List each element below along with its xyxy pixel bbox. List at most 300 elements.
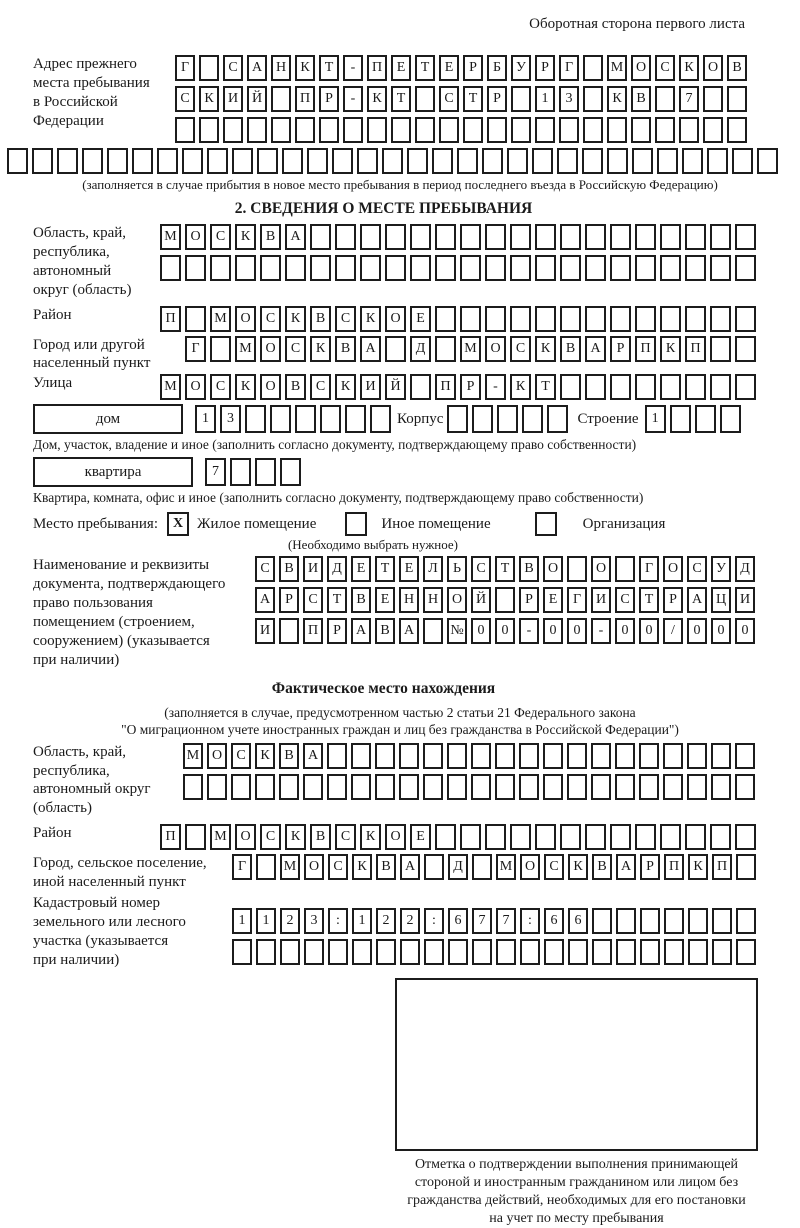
char-cell[interactable] <box>107 148 128 174</box>
char-cell[interactable] <box>295 117 315 143</box>
char-cell[interactable] <box>497 405 518 433</box>
char-cell[interactable]: Т <box>391 86 411 112</box>
char-cell[interactable] <box>616 908 636 934</box>
char-cell[interactable]: К <box>285 824 306 850</box>
char-cell[interactable] <box>485 255 506 281</box>
char-cell[interactable] <box>547 405 568 433</box>
char-cell[interactable]: Е <box>375 587 395 613</box>
char-cell[interactable] <box>736 939 756 965</box>
char-cell[interactable] <box>460 824 481 850</box>
char-cell[interactable] <box>410 224 431 250</box>
char-cell[interactable]: Н <box>423 587 443 613</box>
char-cell[interactable]: К <box>255 743 275 769</box>
char-cell[interactable] <box>310 224 331 250</box>
char-cell[interactable] <box>560 374 581 400</box>
char-cell[interactable] <box>415 86 435 112</box>
char-cell[interactable]: / <box>663 618 683 644</box>
char-cell[interactable]: - <box>519 618 539 644</box>
char-cell[interactable]: В <box>376 854 396 880</box>
char-cell[interactable] <box>235 255 256 281</box>
char-cell[interactable] <box>271 86 291 112</box>
char-cell[interactable]: 6 <box>568 908 588 934</box>
char-cell[interactable] <box>710 374 731 400</box>
char-cell[interactable] <box>535 224 556 250</box>
char-cell[interactable]: Т <box>415 55 435 81</box>
char-cell[interactable] <box>295 405 316 433</box>
char-cell[interactable] <box>710 255 731 281</box>
char-cell[interactable] <box>472 405 493 433</box>
char-cell[interactable]: К <box>199 86 219 112</box>
char-cell[interactable]: О <box>207 743 227 769</box>
char-cell[interactable] <box>280 939 300 965</box>
char-cell[interactable]: В <box>260 224 281 250</box>
char-cell[interactable] <box>375 774 395 800</box>
char-cell[interactable]: : <box>424 908 444 934</box>
char-cell[interactable]: Т <box>535 374 556 400</box>
char-cell[interactable] <box>660 224 681 250</box>
char-cell[interactable] <box>535 117 555 143</box>
char-cell[interactable]: С <box>303 587 323 613</box>
char-cell[interactable]: М <box>160 374 181 400</box>
char-cell[interactable] <box>710 224 731 250</box>
char-cell[interactable]: К <box>367 86 387 112</box>
char-cell[interactable] <box>160 255 181 281</box>
char-cell[interactable] <box>385 224 406 250</box>
char-cell[interactable]: Н <box>271 55 291 81</box>
char-cell[interactable] <box>320 405 341 433</box>
char-cell[interactable] <box>660 824 681 850</box>
char-cell[interactable]: С <box>255 556 275 582</box>
char-cell[interactable] <box>351 774 371 800</box>
char-cell[interactable]: Д <box>448 854 468 880</box>
char-cell[interactable]: Ь <box>447 556 467 582</box>
char-cell[interactable] <box>567 774 587 800</box>
char-cell[interactable]: 2 <box>280 908 300 934</box>
char-cell[interactable]: Е <box>543 587 563 613</box>
char-cell[interactable]: 3 <box>304 908 324 934</box>
char-cell[interactable] <box>663 774 683 800</box>
char-cell[interactable] <box>256 939 276 965</box>
char-cell[interactable] <box>735 255 756 281</box>
char-cell[interactable] <box>585 374 606 400</box>
char-cell[interactable]: Б <box>487 55 507 81</box>
char-cell[interactable] <box>664 939 684 965</box>
char-cell[interactable]: Ц <box>711 587 731 613</box>
char-cell[interactable]: Е <box>439 55 459 81</box>
char-cell[interactable] <box>615 743 635 769</box>
char-cell[interactable]: Р <box>663 587 683 613</box>
char-cell[interactable]: П <box>160 824 181 850</box>
char-cell[interactable] <box>424 939 444 965</box>
char-cell[interactable] <box>727 117 747 143</box>
char-cell[interactable] <box>335 224 356 250</box>
char-cell[interactable]: Е <box>410 824 431 850</box>
char-cell[interactable]: Т <box>463 86 483 112</box>
char-cell[interactable]: И <box>360 374 381 400</box>
char-cell[interactable] <box>232 148 253 174</box>
char-cell[interactable] <box>610 824 631 850</box>
char-cell[interactable]: 7 <box>205 458 226 486</box>
char-cell[interactable]: А <box>399 618 419 644</box>
char-cell[interactable] <box>285 255 306 281</box>
char-cell[interactable]: С <box>285 336 306 362</box>
char-cell[interactable]: А <box>687 587 707 613</box>
char-cell[interactable] <box>471 774 491 800</box>
char-cell[interactable]: Р <box>463 55 483 81</box>
char-cell[interactable] <box>495 587 515 613</box>
char-cell[interactable]: С <box>335 824 356 850</box>
char-cell[interactable]: А <box>303 743 323 769</box>
char-cell[interactable]: Р <box>327 618 347 644</box>
char-cell[interactable] <box>712 908 732 934</box>
char-cell[interactable]: Г <box>185 336 206 362</box>
char-cell[interactable]: О <box>703 55 723 81</box>
char-cell[interactable] <box>231 774 251 800</box>
char-cell[interactable] <box>687 774 707 800</box>
char-cell[interactable] <box>435 336 456 362</box>
char-cell[interactable]: Р <box>610 336 631 362</box>
char-cell[interactable] <box>487 117 507 143</box>
char-cell[interactable]: Е <box>410 306 431 332</box>
char-cell[interactable] <box>257 148 278 174</box>
char-cell[interactable]: М <box>210 824 231 850</box>
char-cell[interactable]: В <box>279 743 299 769</box>
char-cell[interactable]: Т <box>639 587 659 613</box>
char-cell[interactable] <box>183 774 203 800</box>
char-cell[interactable]: С <box>439 86 459 112</box>
char-cell[interactable] <box>560 255 581 281</box>
char-cell[interactable]: 0 <box>615 618 635 644</box>
char-cell[interactable] <box>457 148 478 174</box>
char-cell[interactable] <box>327 743 347 769</box>
char-cell[interactable] <box>352 939 372 965</box>
char-cell[interactable] <box>375 743 395 769</box>
char-cell[interactable]: Р <box>319 86 339 112</box>
char-cell[interactable] <box>279 774 299 800</box>
char-cell[interactable] <box>435 306 456 332</box>
char-cell[interactable] <box>485 306 506 332</box>
char-cell[interactable]: С <box>223 55 243 81</box>
char-cell[interactable] <box>707 148 728 174</box>
char-cell[interactable] <box>485 824 506 850</box>
char-cell[interactable] <box>415 117 435 143</box>
char-cell[interactable] <box>655 117 675 143</box>
char-cell[interactable]: И <box>223 86 243 112</box>
char-cell[interactable] <box>435 255 456 281</box>
char-cell[interactable] <box>382 148 403 174</box>
char-cell[interactable] <box>511 117 531 143</box>
char-cell[interactable] <box>357 148 378 174</box>
char-cell[interactable] <box>260 255 281 281</box>
char-cell[interactable]: 0 <box>471 618 491 644</box>
char-cell[interactable]: У <box>711 556 731 582</box>
char-cell[interactable]: А <box>351 618 371 644</box>
char-cell[interactable]: К <box>679 55 699 81</box>
char-cell[interactable] <box>510 255 531 281</box>
char-cell[interactable]: 1 <box>535 86 555 112</box>
char-cell[interactable] <box>495 774 515 800</box>
char-cell[interactable] <box>328 939 348 965</box>
char-cell[interactable] <box>660 255 681 281</box>
char-cell[interactable]: С <box>687 556 707 582</box>
char-cell[interactable]: О <box>520 854 540 880</box>
char-cell[interactable] <box>435 224 456 250</box>
char-cell[interactable] <box>560 306 581 332</box>
char-cell[interactable] <box>423 743 443 769</box>
char-cell[interactable] <box>610 374 631 400</box>
char-cell[interactable]: Р <box>460 374 481 400</box>
char-cell[interactable]: А <box>585 336 606 362</box>
char-cell[interactable] <box>535 824 556 850</box>
char-cell[interactable]: А <box>285 224 306 250</box>
char-cell[interactable]: Г <box>175 55 195 81</box>
char-cell[interactable]: Р <box>640 854 660 880</box>
char-cell[interactable]: № <box>447 618 467 644</box>
char-cell[interactable]: П <box>303 618 323 644</box>
char-cell[interactable] <box>439 117 459 143</box>
char-cell[interactable] <box>685 374 706 400</box>
char-cell[interactable] <box>522 405 543 433</box>
char-cell[interactable]: К <box>295 55 315 81</box>
char-cell[interactable]: К <box>510 374 531 400</box>
char-cell[interactable] <box>7 148 28 174</box>
char-cell[interactable]: О <box>235 306 256 332</box>
char-cell[interactable] <box>448 939 468 965</box>
char-cell[interactable]: В <box>279 556 299 582</box>
char-cell[interactable] <box>232 939 252 965</box>
char-cell[interactable]: Е <box>351 556 371 582</box>
char-cell[interactable]: 0 <box>711 618 731 644</box>
char-cell[interactable]: И <box>591 587 611 613</box>
char-cell[interactable] <box>495 743 515 769</box>
char-cell[interactable]: 1 <box>256 908 276 934</box>
char-cell[interactable] <box>639 743 659 769</box>
char-cell[interactable]: К <box>285 306 306 332</box>
char-cell[interactable] <box>410 374 431 400</box>
char-cell[interactable] <box>567 743 587 769</box>
char-cell[interactable] <box>568 939 588 965</box>
char-cell[interactable]: - <box>343 86 363 112</box>
char-cell[interactable] <box>757 148 778 174</box>
char-cell[interactable]: К <box>310 336 331 362</box>
char-cell[interactable]: 3 <box>559 86 579 112</box>
char-cell[interactable]: И <box>255 618 275 644</box>
char-cell[interactable] <box>735 306 756 332</box>
char-cell[interactable]: А <box>360 336 381 362</box>
char-cell[interactable] <box>592 939 612 965</box>
char-cell[interactable] <box>655 86 675 112</box>
char-cell[interactable]: 0 <box>567 618 587 644</box>
char-cell[interactable] <box>280 458 301 486</box>
char-cell[interactable] <box>607 148 628 174</box>
char-cell[interactable] <box>543 774 563 800</box>
char-cell[interactable] <box>591 743 611 769</box>
char-cell[interactable]: 0 <box>735 618 755 644</box>
char-cell[interactable]: К <box>660 336 681 362</box>
char-cell[interactable]: О <box>631 55 651 81</box>
char-cell[interactable] <box>735 336 756 362</box>
char-cell[interactable] <box>610 255 631 281</box>
char-cell[interactable] <box>245 405 266 433</box>
char-cell[interactable] <box>399 743 419 769</box>
char-cell[interactable]: Р <box>519 587 539 613</box>
char-cell[interactable] <box>132 148 153 174</box>
char-cell[interactable]: Й <box>247 86 267 112</box>
char-cell[interactable] <box>185 255 206 281</box>
char-cell[interactable] <box>535 306 556 332</box>
char-cell[interactable] <box>399 774 419 800</box>
char-cell[interactable] <box>664 908 684 934</box>
char-cell[interactable] <box>185 306 206 332</box>
char-cell[interactable] <box>82 148 103 174</box>
char-cell[interactable] <box>583 86 603 112</box>
char-cell[interactable]: В <box>519 556 539 582</box>
char-cell[interactable]: С <box>510 336 531 362</box>
char-cell[interactable] <box>472 854 492 880</box>
char-cell[interactable]: М <box>183 743 203 769</box>
char-cell[interactable] <box>182 148 203 174</box>
char-cell[interactable]: О <box>485 336 506 362</box>
char-cell[interactable]: Й <box>471 587 491 613</box>
char-cell[interactable] <box>157 148 178 174</box>
char-cell[interactable] <box>460 224 481 250</box>
char-cell[interactable] <box>210 255 231 281</box>
char-cell[interactable] <box>657 148 678 174</box>
char-cell[interactable]: : <box>328 908 348 934</box>
char-cell[interactable] <box>631 117 651 143</box>
char-cell[interactable]: А <box>255 587 275 613</box>
char-cell[interactable]: С <box>175 86 195 112</box>
char-cell[interactable]: Л <box>423 556 443 582</box>
char-cell[interactable]: - <box>591 618 611 644</box>
char-cell[interactable] <box>471 743 491 769</box>
char-cell[interactable] <box>511 86 531 112</box>
char-cell[interactable] <box>370 405 391 433</box>
char-cell[interactable]: Г <box>567 587 587 613</box>
char-cell[interactable]: С <box>210 374 231 400</box>
char-cell[interactable] <box>345 405 366 433</box>
char-cell[interactable]: Г <box>559 55 579 81</box>
char-cell[interactable]: С <box>260 306 281 332</box>
char-cell[interactable]: Н <box>399 587 419 613</box>
char-cell[interactable] <box>685 824 706 850</box>
char-cell[interactable] <box>685 306 706 332</box>
char-cell[interactable] <box>282 148 303 174</box>
char-cell[interactable] <box>223 117 243 143</box>
char-cell[interactable]: Й <box>385 374 406 400</box>
char-cell[interactable]: Т <box>327 587 347 613</box>
char-cell[interactable]: 0 <box>543 618 563 644</box>
char-cell[interactable] <box>639 774 659 800</box>
char-cell[interactable] <box>560 824 581 850</box>
char-cell[interactable] <box>735 743 755 769</box>
char-cell[interactable] <box>343 117 363 143</box>
char-cell[interactable] <box>688 939 708 965</box>
char-cell[interactable] <box>703 117 723 143</box>
char-cell[interactable]: Т <box>495 556 515 582</box>
char-cell[interactable]: С <box>328 854 348 880</box>
char-cell[interactable] <box>255 774 275 800</box>
char-cell[interactable]: 3 <box>220 405 241 433</box>
char-cell[interactable] <box>175 117 195 143</box>
char-cell[interactable] <box>207 774 227 800</box>
char-cell[interactable]: С <box>310 374 331 400</box>
char-cell[interactable]: М <box>607 55 627 81</box>
char-cell[interactable] <box>711 774 731 800</box>
char-cell[interactable] <box>688 908 708 934</box>
char-cell[interactable] <box>423 618 443 644</box>
char-cell[interactable] <box>510 306 531 332</box>
char-cell[interactable] <box>447 405 468 433</box>
char-cell[interactable] <box>463 117 483 143</box>
char-cell[interactable]: О <box>385 824 406 850</box>
char-cell[interactable]: О <box>185 374 206 400</box>
char-cell[interactable] <box>351 743 371 769</box>
char-cell[interactable] <box>519 774 539 800</box>
char-cell[interactable]: В <box>560 336 581 362</box>
char-cell[interactable] <box>332 148 353 174</box>
char-cell[interactable]: М <box>210 306 231 332</box>
char-cell[interactable]: В <box>285 374 306 400</box>
char-cell[interactable]: О <box>260 336 281 362</box>
char-cell[interactable] <box>632 148 653 174</box>
char-cell[interactable]: О <box>663 556 683 582</box>
char-cell[interactable] <box>256 854 276 880</box>
char-cell[interactable] <box>635 374 656 400</box>
char-cell[interactable]: С <box>231 743 251 769</box>
char-cell[interactable] <box>410 255 431 281</box>
char-cell[interactable] <box>424 854 444 880</box>
char-cell[interactable] <box>616 939 636 965</box>
char-cell[interactable] <box>610 306 631 332</box>
char-cell[interactable]: 6 <box>544 908 564 934</box>
char-cell[interactable]: - <box>343 55 363 81</box>
char-cell[interactable] <box>447 774 467 800</box>
char-cell[interactable] <box>376 939 396 965</box>
char-cell[interactable] <box>199 117 219 143</box>
char-cell[interactable] <box>510 824 531 850</box>
char-cell[interactable]: А <box>400 854 420 880</box>
char-cell[interactable]: О <box>304 854 324 880</box>
char-cell[interactable]: К <box>535 336 556 362</box>
char-cell[interactable] <box>685 224 706 250</box>
char-cell[interactable]: В <box>310 824 331 850</box>
char-cell[interactable] <box>207 148 228 174</box>
char-cell[interactable] <box>460 306 481 332</box>
char-cell[interactable] <box>303 774 323 800</box>
char-cell[interactable] <box>360 224 381 250</box>
char-cell[interactable]: В <box>335 336 356 362</box>
char-cell[interactable] <box>635 224 656 250</box>
char-cell[interactable] <box>735 374 756 400</box>
char-cell[interactable]: В <box>351 587 371 613</box>
char-cell[interactable]: М <box>280 854 300 880</box>
char-cell[interactable] <box>615 556 635 582</box>
char-cell[interactable] <box>695 405 716 433</box>
char-cell[interactable]: П <box>160 306 181 332</box>
char-cell[interactable]: 0 <box>687 618 707 644</box>
char-cell[interactable] <box>727 86 747 112</box>
char-cell[interactable]: 7 <box>679 86 699 112</box>
char-cell[interactable]: О <box>185 224 206 250</box>
char-cell[interactable]: П <box>712 854 732 880</box>
char-cell[interactable]: С <box>260 824 281 850</box>
char-cell[interactable]: М <box>496 854 516 880</box>
residential-checkbox[interactable]: X <box>167 512 189 536</box>
char-cell[interactable]: В <box>727 55 747 81</box>
char-cell[interactable] <box>710 824 731 850</box>
char-cell[interactable]: М <box>460 336 481 362</box>
